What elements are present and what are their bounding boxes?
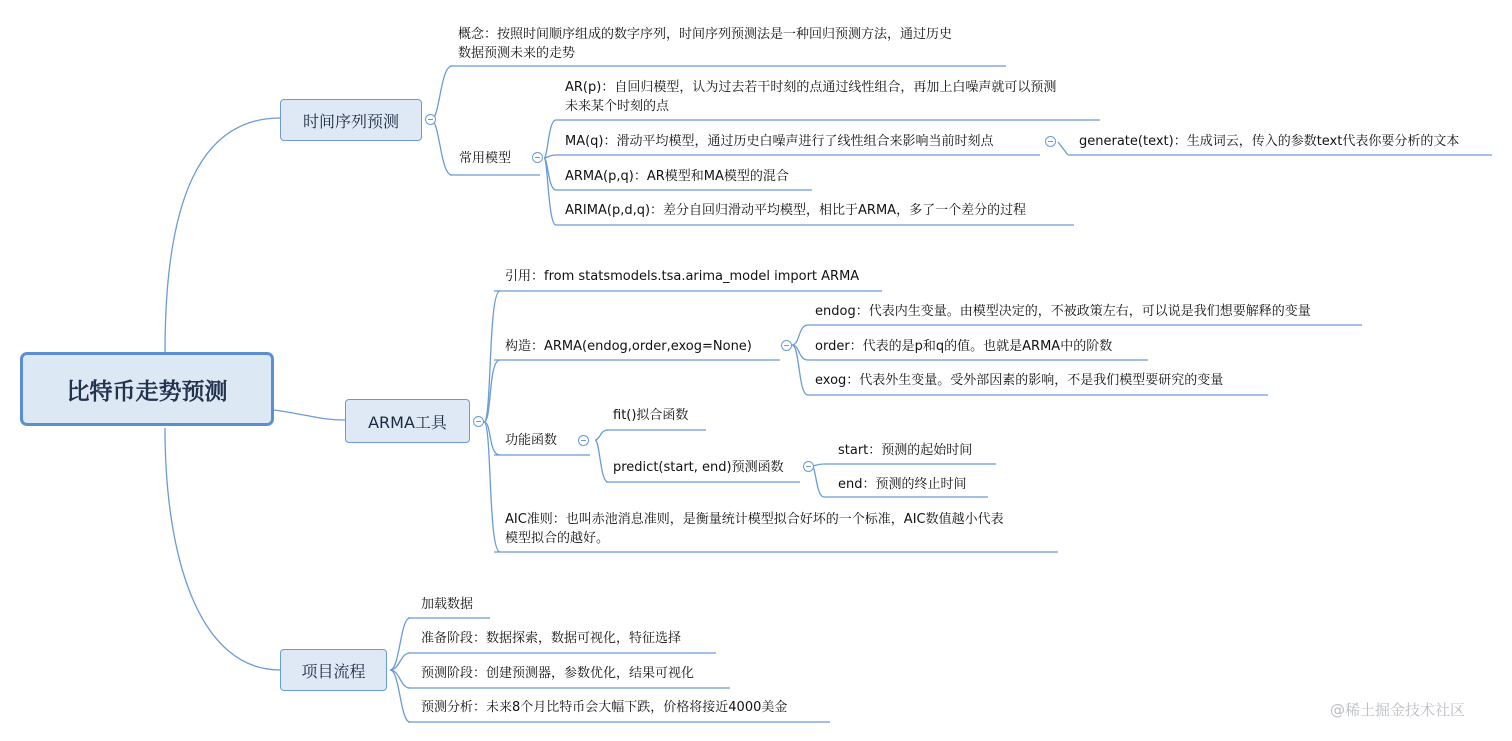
model-arma[interactable]: ARMA(p,q)：AR模型和MA模型的混合 bbox=[565, 169, 789, 184]
flow-step-predict[interactable]: 预测阶段：创建预测器，参数优化，结果可视化 bbox=[421, 666, 695, 681]
predict-start[interactable]: start：预测的起始时间 bbox=[838, 443, 973, 458]
collapse-icon[interactable] bbox=[473, 416, 484, 427]
topic-time-series[interactable]: 时间序列预测 bbox=[280, 99, 422, 141]
collapse-icon[interactable] bbox=[803, 461, 814, 472]
concept-line-1[interactable]: 概念：按照时间顺序组成的数字序列，时间序列预测法是一种回归预测方法，通过历史 bbox=[458, 27, 953, 42]
collapse-icon[interactable] bbox=[781, 340, 792, 351]
arma-functions[interactable]: 功能函数 bbox=[505, 433, 558, 448]
arma-construct[interactable]: 构造：ARMA(endog,order,exog=None) bbox=[505, 339, 752, 354]
collapse-icon[interactable] bbox=[578, 435, 589, 446]
model-ar-line-2[interactable]: 未来某个时刻的点 bbox=[565, 99, 670, 114]
func-predict[interactable]: predict(start, end)预测函数 bbox=[613, 460, 784, 475]
model-ma[interactable]: MA(q)：滑动平均模型，通过历史白噪声进行了线性组合来影响当前时刻点 bbox=[565, 134, 994, 149]
arma-import[interactable]: 引用：from statsmodels.tsa.arima_model import ARMA bbox=[505, 269, 860, 284]
topic-arma-tool[interactable]: ARMA工具 bbox=[345, 399, 470, 443]
predict-end[interactable]: end：预测的终止时间 bbox=[838, 477, 967, 492]
flow-step-load[interactable]: 加载数据 bbox=[421, 597, 474, 612]
models-label[interactable]: 常用模型 bbox=[459, 151, 512, 166]
param-endog[interactable]: endog：代表内生变量。由模型决定的，不被政策左右，可以说是我们想要解释的变量 bbox=[815, 304, 1311, 319]
concept-line-2[interactable]: 数据预测未来的走势 bbox=[458, 46, 576, 61]
aic-line-1[interactable]: AIC准则：也叫赤池消息准则，是衡量统计模型拟合好坏的一个标准，AIC数值越小代表 bbox=[505, 512, 1004, 527]
model-arima[interactable]: ARIMA(p,d,q)：差分自回归滑动平均模型，相比于ARMA，多了一个差分的过程 bbox=[565, 203, 1027, 218]
watermark: @稀土掘金技术社区 bbox=[1330, 701, 1466, 719]
collapse-icon[interactable] bbox=[1045, 136, 1056, 147]
param-order[interactable]: order：代表的是p和q的值。也就是ARMA中的阶数 bbox=[815, 339, 1113, 354]
root-topic[interactable]: 比特币走势预测 bbox=[20, 352, 274, 426]
model-ar-line-1[interactable]: AR(p)：自回归模型，认为过去若干时刻的点通过线性组合，再加上白噪声就可以预测 bbox=[565, 80, 1057, 95]
aic-line-2[interactable]: 模型拟合的越好。 bbox=[505, 531, 610, 546]
flow-step-prepare[interactable]: 准备阶段：数据探索，数据可视化，特征选择 bbox=[421, 631, 682, 646]
topic-project-flow[interactable]: 项目流程 bbox=[280, 649, 387, 691]
flow-step-analysis[interactable]: 预测分析：未来8个月比特币会大幅下跌，价格将接近4000美金 bbox=[421, 700, 788, 715]
func-fit[interactable]: fit()拟合函数 bbox=[613, 408, 689, 423]
model-ma-child[interactable]: generate(text)：生成词云，传入的参数text代表你要分析的文本 bbox=[1079, 134, 1460, 149]
param-exog[interactable]: exog：代表外生变量。受外部因素的影响，不是我们模型要研究的变量 bbox=[815, 373, 1224, 388]
collapse-icon[interactable] bbox=[532, 152, 543, 163]
collapse-icon[interactable] bbox=[425, 114, 436, 125]
